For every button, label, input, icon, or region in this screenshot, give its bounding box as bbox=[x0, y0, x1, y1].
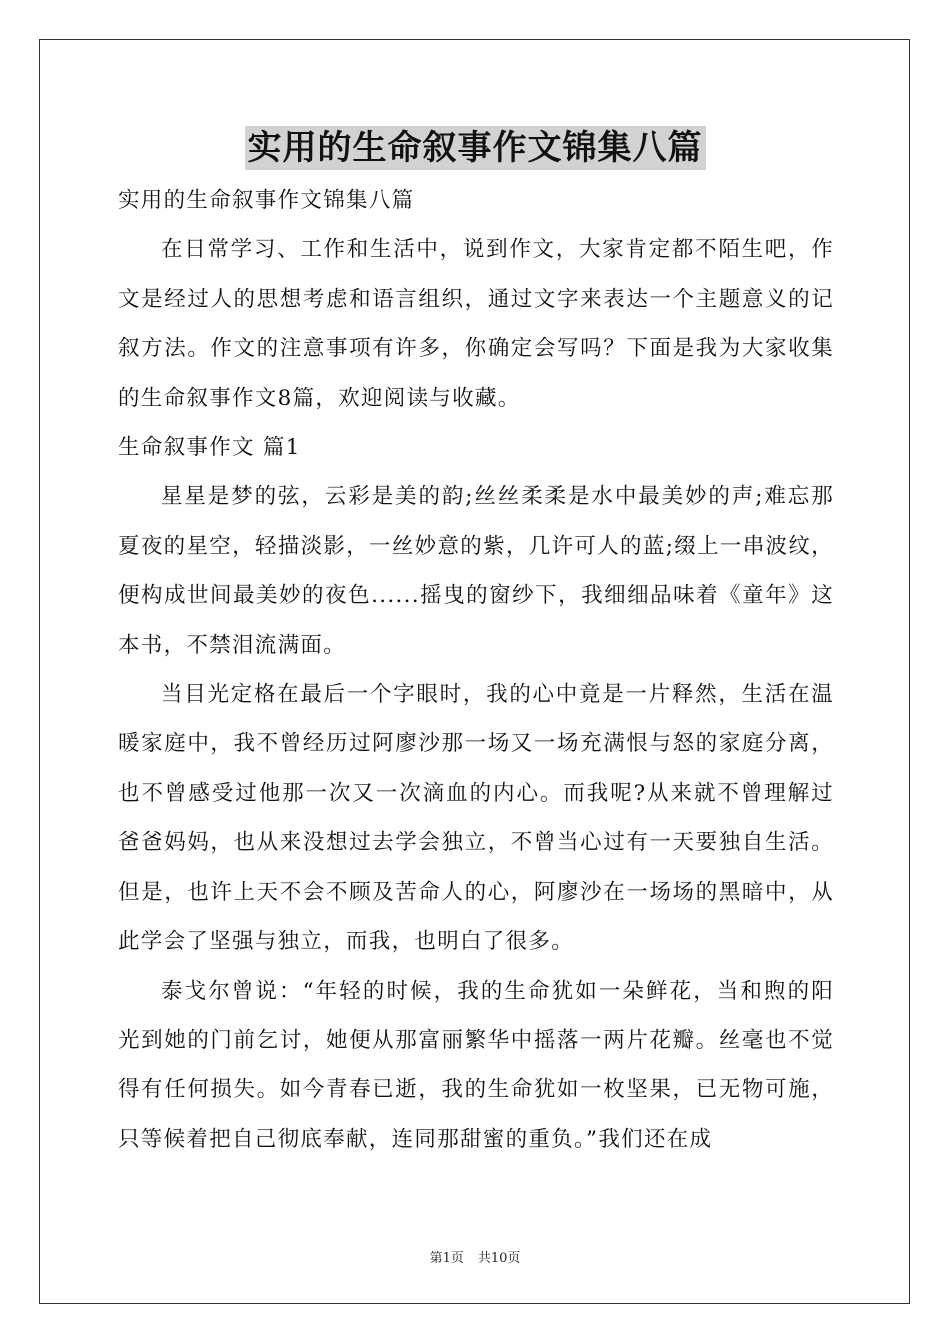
paragraph-body: 当目光定格在最后一个字眼时，我的心中竟是一片释然，生活在温暖家庭中，我不曾经历过阿廖沙那一场又一场充满恨与怒的家庭分离，也不曾感受过他那一次又一次滴血的内心。而我呢?从来就不曾理解过爸爸妈妈，也从来没想过去学会独立，不曾当心过有一天要独自生活。但是，也许上天不会不顾及苦命人的心，阿廖沙在一场场的黑暗中，从此学会了坚强与独立，而我，也明白了很多。 bbox=[118, 682, 834, 955]
paragraph-subtitle: 实用的生命叙事作文锦集八篇 bbox=[118, 188, 415, 213]
document-title bbox=[0, 126, 950, 170]
page-total: 共10页 bbox=[477, 1251, 521, 1266]
section-heading: 生命叙事作文 篇1 bbox=[118, 435, 301, 461]
page-number: 第1页 bbox=[429, 1251, 464, 1266]
document-body bbox=[118, 176, 834, 1164]
paragraph-body: 泰戈尔曾说：“年轻的时候，我的生命犹如一朵鲜花，当和煦的阳光到她的门前乞讨，她便从那富丽繁华中摇落一两片花瓣。丝毫也不觉得有任何损失。如今青春已逝，我的生命犹如一枚坚果，已无物可施，只等候着把自己彻底奉献，连同那甜蜜的重负。”我们还在成 bbox=[118, 978, 834, 1152]
page-footer bbox=[0, 1247, 950, 1266]
document-title-text: 实用的生命叙事作文锦集八篇 bbox=[245, 126, 706, 170]
paragraph-body: 星星是梦的弦，云彩是美的韵;丝丝柔柔是水中最美妙的声;难忘那夏夜的星空，轻描淡影，一丝妙意的紫，几许可人的蓝;缀上一串波纹，便构成世间最美妙的夜色......摇曳的窗纱下，我细细品味着《童年》这本书，不禁泪流满面。 bbox=[118, 484, 834, 658]
paragraph-intro: 在日常学习、工作和生活中，说到作文，大家肯定都不陌生吧，作文是经过人的思想考虑和语言组织，通过文字来表达一个主题意义的记叙方法。作文的注意事项有许多，你确定会写吗？下面是我为大家收集的生命叙事作文8篇，欢迎阅读与收藏。 bbox=[118, 237, 834, 411]
